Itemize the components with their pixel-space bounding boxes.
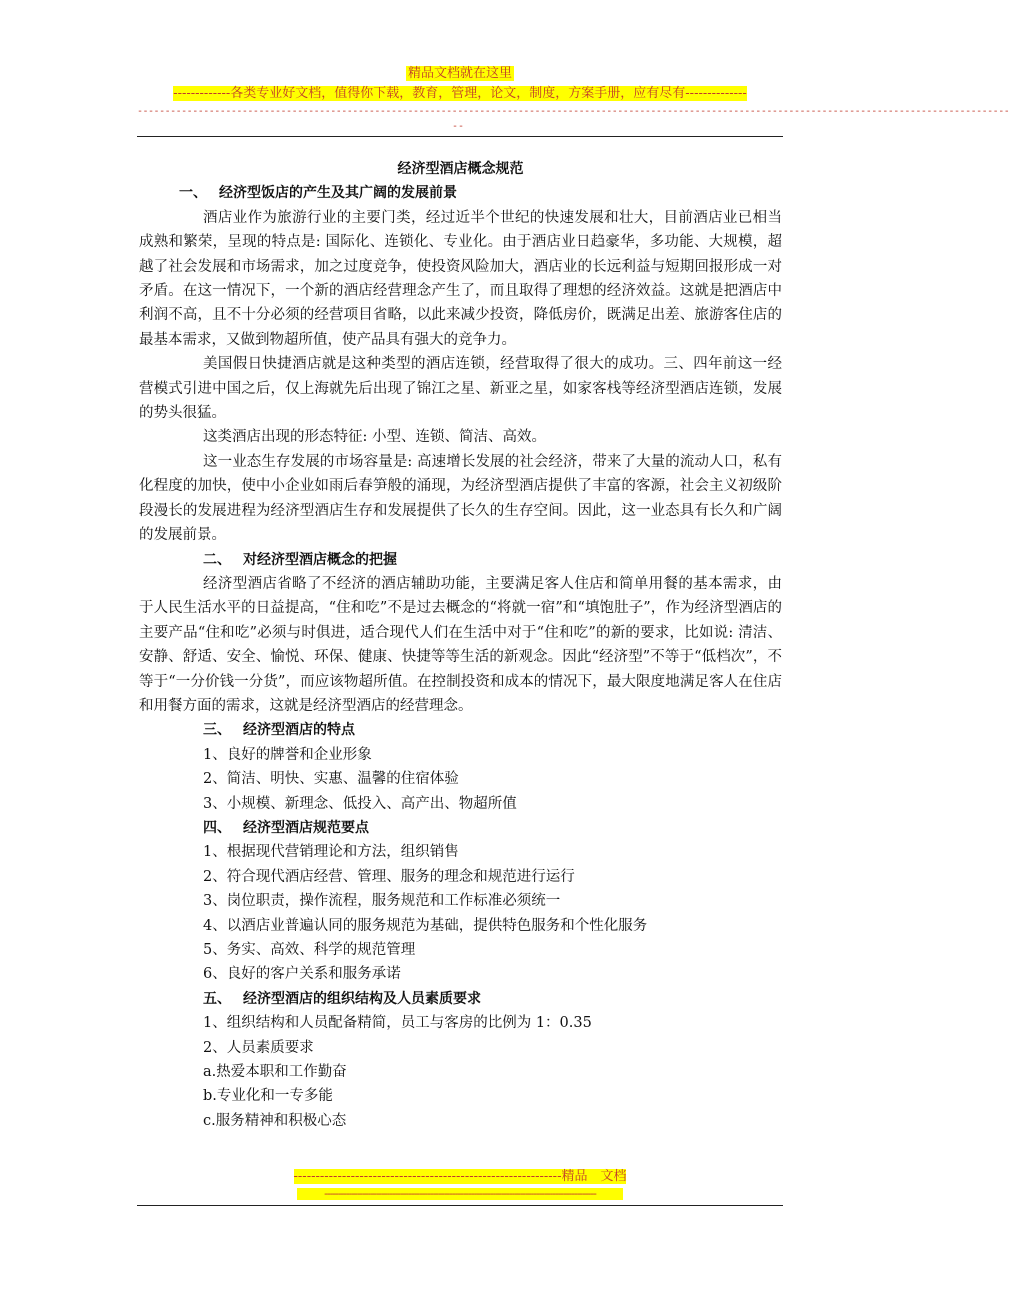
section-number: 一、 <box>179 185 207 202</box>
section-heading-5 <box>139 987 782 1011</box>
header-title: 精品文档就在这里 <box>407 66 512 81</box>
paragraph: 这一业态生存发展的市场容量是: 高速增长发展的社会经济，带来了大量的流动人口，私有化程度的加快，使中小企业如雨后春笋般的涌现，为经济型酒店提供了丰富的客源，社会主义初级阶段漫长的发展进程为经济型酒店生存和发展提供了长久的生存空间。因此，这一业态具有长久和广阔的发展前景。 <box>139 453 782 544</box>
list-item: b.专业化和一专多能 <box>203 1088 333 1105</box>
section-number: 二、 <box>203 551 231 568</box>
paragraph: 经济型酒店省略了不经济的酒店辅助功能，主要满足客人住店和简单用餐的基本需求，由于人民生活水平的日益提高，“住和吃”不是过去概念的“将就一宿”和“填饱肚子”，作为经济型酒店的主要产品“住和吃”必须与时俱进，适合现代人们在生活中对于“住和吃”的新的要求，比如说: 清洁、安静、舒适、安全、愉悦、环保、健康、快捷等等生活的新观念。因此“经济型”不等于“低档次”，不等于“一分价钱一分货”，而应该物超所值。在控制投资和成本的情况下，最大限度地满足客人在住店和用餐方面的需求，这就是经济型酒店的经营理念。 <box>139 575 782 714</box>
paragraph: 这类酒店出现的形态特征: 小型、连锁、简洁、高效。 <box>203 429 546 446</box>
footer-tagline: -------------------------------------------------------------精品 文档 <box>293 1169 627 1184</box>
footer-dash-line: ---------------------------------------------------------------------------------------------------- <box>0 1188 920 1200</box>
list-item: 1、良好的牌誉和企业形象 <box>203 746 372 763</box>
list-item: 2、人员素质要求 <box>203 1039 314 1056</box>
document-body <box>139 157 782 1133</box>
list-item: 2、符合现代酒店经营、管理、服务的理念和规范进行运行 <box>203 868 575 885</box>
list-item: 3、岗位职责，操作流程，服务规范和工作标准必须统一 <box>203 893 561 910</box>
section-heading-3 <box>139 718 782 742</box>
section-title: 对经济型酒店概念的把握 <box>243 551 397 568</box>
section-title: 经济型饭店的产生及其广阔的发展前景 <box>219 185 457 202</box>
list-item: 3、小规模、新理念、低投入、高产出、物超所值 <box>203 795 517 812</box>
paragraph: 酒店业作为旅游行业的主要门类，经过近半个世纪的快速发展和壮大，目前酒店业已相当成熟和繁荣，呈现的特点是: 国际化、连锁化、专业化。由于酒店业日趋豪华，多功能、大规模，超越了社会发展和市场需求，加之过度竞争，使投资风险加大，酒店业的长远利益与短期回报形成一对矛盾。在这一情况下，一个新的酒店经营理念产生了，而且取得了理想的经济效益。这就是把酒店中利润不高，且不十分必须的经营项目省略，以此来减少投资，降低房价，既满足出差、旅游客住店的最基本需求，又做到物超所值，使产品具有强大的竞争力。 <box>139 209 782 348</box>
section-title: 经济型酒店的组织结构及人员素质要求 <box>243 990 481 1007</box>
paragraph: 美国假日快捷酒店就是这种类型的酒店连锁，经营取得了很大的成功。三、四年前这一经营模式引进中国之后，仅上海就先后出现了锦江之星、新亚之星，如家客栈等经济型酒店连锁，发展的势头很猛。 <box>139 356 782 422</box>
section-title: 经济型酒店的特点 <box>243 722 355 739</box>
document-title: 经济型酒店概念规范 <box>397 161 524 177</box>
section-heading-2 <box>139 548 782 572</box>
header-dash-line: -------------------------------------------------------------------------------------------------------------------------------------------------------------- <box>137 106 1009 117</box>
header-rule <box>137 136 783 137</box>
section-number: 四、 <box>203 819 231 836</box>
section-title: 经济型酒店规范要点 <box>243 819 369 836</box>
section-heading-4 <box>139 816 782 840</box>
list-item: 1、根据现代营销理论和方法，组织销售 <box>203 844 459 861</box>
list-item: 2、简洁、明快、实惠、温馨的住宿体验 <box>203 771 459 788</box>
list-item: 1、组织结构和人员配备精简，员工与客房的比例为 1：0.35 <box>203 1015 592 1032</box>
header-dash-tail: -- <box>452 121 465 132</box>
section-number: 五、 <box>203 990 231 1007</box>
section-heading-1 <box>139 181 782 205</box>
list-item: 4、以酒店业普遍认同的服务规范为基础，提供特色服务和个性化服务 <box>203 917 648 934</box>
list-item: 6、良好的客户关系和服务承诺 <box>203 966 401 983</box>
list-item: c.服务精神和积极心态 <box>203 1112 347 1129</box>
header-tagline: -------------各类专业好文档，值得你下载，教育，管理，论文，制度，方案手册，应有尽有-------------- <box>173 86 747 101</box>
list-item: a.热爱本职和工作勤奋 <box>203 1064 347 1081</box>
section-number: 三、 <box>203 722 231 739</box>
list-item: 5、务实、高效、科学的规范管理 <box>203 942 416 958</box>
footer-rule <box>137 1205 783 1206</box>
